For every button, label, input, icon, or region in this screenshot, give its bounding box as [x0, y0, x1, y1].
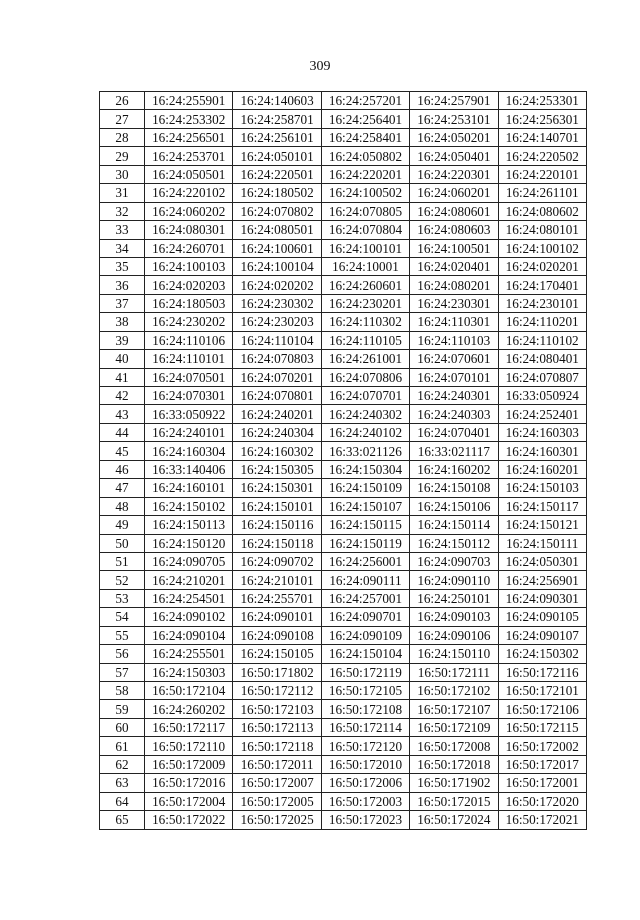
cadastral-number-cell: 16:50:172105 [321, 682, 409, 700]
cadastral-number-cell: 16:24:150105 [233, 645, 321, 663]
cadastral-number-cell: 16:24:090105 [498, 608, 586, 626]
cadastral-number-cell: 16:24:240302 [321, 405, 409, 423]
cadastral-number-cell: 16:24:050201 [410, 128, 498, 146]
cadastral-number-cell: 16:24:150302 [498, 645, 586, 663]
cadastral-number-cell: 16:33:050922 [145, 405, 233, 423]
cadastral-number-cell: 16:24:060201 [410, 184, 498, 202]
cadastral-number-cell: 16:24:240303 [410, 405, 498, 423]
cadastral-number-cell: 16:24:150102 [145, 497, 233, 515]
cadastral-number-cell: 16:50:172116 [498, 663, 586, 681]
row-number-cell: 48 [100, 497, 145, 515]
table-row [100, 811, 587, 829]
cadastral-number-cell: 16:24:080603 [410, 221, 498, 239]
cadastral-number-cell: 16:24:256501 [145, 128, 233, 146]
cadastral-number-cell: 16:24:140701 [498, 128, 586, 146]
cadastral-number-cell: 16:24:160304 [145, 442, 233, 460]
table-row [100, 792, 587, 810]
cadastral-number-cell: 16:50:172004 [145, 792, 233, 810]
row-number-cell: 59 [100, 700, 145, 718]
cadastral-number-cell: 16:24:230302 [233, 294, 321, 312]
cadastral-number-cell: 16:24:150120 [145, 534, 233, 552]
cadastral-number-cell: 16:33:140406 [145, 460, 233, 478]
cadastral-number-cell: 16:24:050802 [321, 147, 409, 165]
cadastral-number-cell: 16:24:110302 [321, 313, 409, 331]
cadastral-number-cell: 16:24:256901 [498, 571, 586, 589]
table-row [100, 331, 587, 349]
cadastral-number-cell: 16:24:070301 [145, 387, 233, 405]
cadastral-number-cell: 16:24:150112 [410, 534, 498, 552]
table-row [100, 350, 587, 368]
cadastral-number-cell: 16:24:180502 [233, 184, 321, 202]
cadastral-number-cell: 16:24:150301 [233, 479, 321, 497]
cadastral-number-cell: 16:50:172010 [321, 755, 409, 773]
cadastral-number-cell: 16:24:050501 [145, 165, 233, 183]
cadastral-number-cell: 16:24:230301 [410, 294, 498, 312]
cadastral-number-cell: 16:24:257001 [321, 589, 409, 607]
row-number-cell: 64 [100, 792, 145, 810]
row-number-cell: 62 [100, 755, 145, 773]
cadastral-number-cell: 16:24:070806 [321, 368, 409, 386]
cadastral-number-cell: 16:24:150304 [321, 460, 409, 478]
cadastral-number-cell: 16:24:257201 [321, 92, 409, 110]
cadastral-number-cell: 16:33:050924 [498, 387, 586, 405]
row-number-cell: 36 [100, 276, 145, 294]
cadastral-number-cell: 16:50:172017 [498, 755, 586, 773]
table-row [100, 165, 587, 183]
table-row [100, 700, 587, 718]
cadastral-number-cell: 16:24:253701 [145, 147, 233, 165]
cadastral-number-cell: 16:24:100601 [233, 239, 321, 257]
cadastral-number-cell: 16:24:070601 [410, 350, 498, 368]
cadastral-number-cell: 16:24:080501 [233, 221, 321, 239]
cadastral-number-cell: 16:24:220102 [145, 184, 233, 202]
cadastral-number-cell: 16:50:172008 [410, 737, 498, 755]
cadastral-number-cell: 16:24:253301 [498, 92, 586, 110]
table-row [100, 387, 587, 405]
table-row [100, 239, 587, 257]
cadastral-number-cell: 16:50:172104 [145, 682, 233, 700]
cadastral-number-cell: 16:50:172120 [321, 737, 409, 755]
row-number-cell: 45 [100, 442, 145, 460]
cadastral-number-cell: 16:24:150121 [498, 516, 586, 534]
cadastral-number-cell: 16:24:240304 [233, 423, 321, 441]
row-number-cell: 57 [100, 663, 145, 681]
cadastral-number-cell: 16:24:090109 [321, 626, 409, 644]
cadastral-number-cell: 16:24:070807 [498, 368, 586, 386]
cadastral-number-cell: 16:24:100502 [321, 184, 409, 202]
cadastral-number-cell: 16:24:150107 [321, 497, 409, 515]
table-row [100, 534, 587, 552]
cadastral-number-cell: 16:24:255901 [145, 92, 233, 110]
row-number-cell: 34 [100, 239, 145, 257]
table-row [100, 645, 587, 663]
cadastral-number-cell: 16:24:080602 [498, 202, 586, 220]
table-row [100, 608, 587, 626]
row-number-cell: 33 [100, 221, 145, 239]
cadastral-number-cell: 16:24:258701 [233, 110, 321, 128]
cadastral-number-cell: 16:24:254501 [145, 589, 233, 607]
cadastral-number-cell: 16:50:172112 [233, 682, 321, 700]
cadastral-number-cell: 16:24:160201 [498, 460, 586, 478]
table-row [100, 313, 587, 331]
cadastral-number-cell: 16:24:240201 [233, 405, 321, 423]
cadastral-number-cell: 16:24:230101 [498, 294, 586, 312]
cadastral-number-cell: 16:24:257901 [410, 92, 498, 110]
cadastral-number-cell: 16:50:172015 [410, 792, 498, 810]
cadastral-number-cell: 16:24:150115 [321, 516, 409, 534]
table-row [100, 460, 587, 478]
table-row [100, 682, 587, 700]
cadastral-number-cell: 16:24:070804 [321, 221, 409, 239]
cadastral-number-cell: 16:50:172009 [145, 755, 233, 773]
cadastral-number-cell: 16:24:256001 [321, 552, 409, 570]
table-row [100, 626, 587, 644]
cadastral-number-cell: 16:50:172108 [321, 700, 409, 718]
row-number-cell: 41 [100, 368, 145, 386]
cadastral-number-cell: 16:50:171902 [410, 774, 498, 792]
cadastral-number-cell: 16:24:090107 [498, 626, 586, 644]
cadastral-number-cell: 16:33:021126 [321, 442, 409, 460]
cadastral-number-cell: 16:24:150116 [233, 516, 321, 534]
table-row [100, 497, 587, 515]
cadastral-number-cell: 16:24:255701 [233, 589, 321, 607]
cadastral-number-cell: 16:50:172022 [145, 811, 233, 829]
table-row [100, 221, 587, 239]
cadastral-number-cell: 16:24:255501 [145, 645, 233, 663]
table-row [100, 737, 587, 755]
cadastral-number-cell: 16:24:150303 [145, 663, 233, 681]
cadastral-number-cell: 16:24:256401 [321, 110, 409, 128]
cadastral-number-cell: 16:50:172025 [233, 811, 321, 829]
cadastral-number-cell: 16:24:250101 [410, 589, 498, 607]
row-number-cell: 28 [100, 128, 145, 146]
cadastral-number-cell: 16:24:080201 [410, 276, 498, 294]
row-number-cell: 43 [100, 405, 145, 423]
cadastral-number-cell: 16:50:172119 [321, 663, 409, 681]
cadastral-number-cell: 16:24:253101 [410, 110, 498, 128]
cadastral-number-cell: 16:50:172109 [410, 718, 498, 736]
table-row [100, 110, 587, 128]
cadastral-number-cell: 16:24:150104 [321, 645, 409, 663]
table-row [100, 202, 587, 220]
cadastral-number-cell: 16:24:150103 [498, 479, 586, 497]
cadastral-number-cell: 16:24:100103 [145, 257, 233, 275]
row-number-cell: 35 [100, 257, 145, 275]
table-row [100, 405, 587, 423]
cadastral-number-cell: 16:50:172107 [410, 700, 498, 718]
row-number-cell: 46 [100, 460, 145, 478]
cadastral-number-cell: 16:24:090108 [233, 626, 321, 644]
cadastral-number-cell: 16:24:110102 [498, 331, 586, 349]
cadastral-number-cell: 16:24:110101 [145, 350, 233, 368]
cadastral-number-cell: 16:24:150113 [145, 516, 233, 534]
row-number-cell: 50 [100, 534, 145, 552]
row-number-cell: 63 [100, 774, 145, 792]
cadastral-number-cell: 16:24:170401 [498, 276, 586, 294]
table-row [100, 589, 587, 607]
table-row [100, 294, 587, 312]
row-number-cell: 58 [100, 682, 145, 700]
row-number-cell: 44 [100, 423, 145, 441]
cadastral-number-cell: 16:24:060202 [145, 202, 233, 220]
cadastral-number-cell: 16:24:110201 [498, 313, 586, 331]
row-number-cell: 53 [100, 589, 145, 607]
cadastral-number-cell: 16:24:252401 [498, 405, 586, 423]
cadastral-number-cell: 16:24:210201 [145, 571, 233, 589]
cadastral-number-cell: 16:24:220201 [321, 165, 409, 183]
cadastral-number-cell: 16:24:080401 [498, 350, 586, 368]
table-row [100, 516, 587, 534]
table-row [100, 184, 587, 202]
cadastral-number-cell: 16:50:172102 [410, 682, 498, 700]
cadastral-number-cell: 16:24:10001 [321, 257, 409, 275]
cadastral-number-cell: 16:50:172020 [498, 792, 586, 810]
table-row [100, 755, 587, 773]
cadastral-number-cell: 16:24:220101 [498, 165, 586, 183]
cadastral-number-cell: 16:24:160202 [410, 460, 498, 478]
row-number-cell: 51 [100, 552, 145, 570]
cadastral-number-cell: 16:24:080101 [498, 221, 586, 239]
cadastral-number-cell: 16:24:261101 [498, 184, 586, 202]
cadastral-number-cell: 16:24:090705 [145, 552, 233, 570]
row-number-cell: 38 [100, 313, 145, 331]
cadastral-number-cell: 16:24:110105 [321, 331, 409, 349]
row-number-cell: 31 [100, 184, 145, 202]
cadastral-number-cell: 16:24:110301 [410, 313, 498, 331]
cadastral-number-cell: 16:24:100102 [498, 239, 586, 257]
cadastral-number-cell: 16:24:150118 [233, 534, 321, 552]
cadastral-number-cell: 16:24:070801 [233, 387, 321, 405]
cadastral-number-cell: 16:50:172115 [498, 718, 586, 736]
cadastral-number-cell: 16:24:150110 [410, 645, 498, 663]
cadastral-number-cell: 16:24:150106 [410, 497, 498, 515]
cadastral-number-cell: 16:24:080301 [145, 221, 233, 239]
cadastral-number-cell: 16:24:070805 [321, 202, 409, 220]
cadastral-number-cell: 16:50:172101 [498, 682, 586, 700]
cadastral-number-cell: 16:24:110104 [233, 331, 321, 349]
row-number-cell: 39 [100, 331, 145, 349]
cadastral-number-cell: 16:24:220301 [410, 165, 498, 183]
cadastral-number-cell: 16:50:172002 [498, 737, 586, 755]
cadastral-number-cell: 16:24:256301 [498, 110, 586, 128]
cadastral-number-cell: 16:24:150114 [410, 516, 498, 534]
cadastral-number-cell: 16:24:090104 [145, 626, 233, 644]
cadastral-number-cell: 16:50:172110 [145, 737, 233, 755]
cadastral-number-cell: 16:24:070701 [321, 387, 409, 405]
cadastral-number-cell: 16:50:172007 [233, 774, 321, 792]
cadastral-number-cell: 16:24:090103 [410, 608, 498, 626]
row-number-cell: 55 [100, 626, 145, 644]
cadastral-number-cell: 16:24:220502 [498, 147, 586, 165]
cadastral-number-cell: 16:24:090111 [321, 571, 409, 589]
row-number-cell: 56 [100, 645, 145, 663]
row-number-cell: 27 [100, 110, 145, 128]
cadastral-number-cell: 16:24:240101 [145, 423, 233, 441]
cadastral-number-cell: 16:24:230203 [233, 313, 321, 331]
table-row [100, 368, 587, 386]
row-number-cell: 40 [100, 350, 145, 368]
cadastral-number-cell: 16:50:172113 [233, 718, 321, 736]
cadastral-number-cell: 16:24:230202 [145, 313, 233, 331]
row-number-cell: 32 [100, 202, 145, 220]
cadastral-number-cell: 16:24:100101 [321, 239, 409, 257]
cadastral-number-cell: 16:24:050301 [498, 552, 586, 570]
table-row [100, 128, 587, 146]
table-row [100, 718, 587, 736]
row-number-cell: 52 [100, 571, 145, 589]
cadastral-number-cell: 16:24:261001 [321, 350, 409, 368]
row-number-cell: 26 [100, 92, 145, 110]
table-row [100, 92, 587, 110]
cadastral-number-cell: 16:24:220501 [233, 165, 321, 183]
cadastral-number-cell: 16:24:150117 [498, 497, 586, 515]
cadastral-number-cell: 16:24:150305 [233, 460, 321, 478]
cadastral-number-cell: 16:50:172003 [321, 792, 409, 810]
cadastral-number-cell: 16:50:172005 [233, 792, 321, 810]
row-number-cell: 30 [100, 165, 145, 183]
cadastral-number-cell: 16:24:240301 [410, 387, 498, 405]
cadastral-number-cell: 16:24:070101 [410, 368, 498, 386]
cadastral-number-cell: 16:50:172103 [233, 700, 321, 718]
table-row [100, 276, 587, 294]
cadastral-number-cell: 16:24:210101 [233, 571, 321, 589]
cadastral-number-cell: 16:24:260202 [145, 700, 233, 718]
cadastral-number-cell: 16:24:070803 [233, 350, 321, 368]
cadastral-number-cell: 16:24:090703 [410, 552, 498, 570]
cadastral-number-cell: 16:24:150108 [410, 479, 498, 497]
cadastral-number-cell: 16:50:172023 [321, 811, 409, 829]
cadastral-number-cell: 16:24:090101 [233, 608, 321, 626]
table-row [100, 663, 587, 681]
cadastral-number-cell: 16:24:100104 [233, 257, 321, 275]
cadastral-number-cell: 16:24:230201 [321, 294, 409, 312]
cadastral-number-cell: 16:24:070401 [410, 423, 498, 441]
cadastral-number-cell: 16:24:260701 [145, 239, 233, 257]
cadastral-number-cell: 16:24:090110 [410, 571, 498, 589]
cadastral-number-cell: 16:50:172114 [321, 718, 409, 736]
cadastral-number-cell: 16:33:021117 [410, 442, 498, 460]
cadastral-number-cell: 16:24:020201 [498, 257, 586, 275]
cadastral-number-cell: 16:24:070201 [233, 368, 321, 386]
table-row [100, 571, 587, 589]
cadastral-number-cell: 16:24:256101 [233, 128, 321, 146]
cadastral-number-cell: 16:24:140603 [233, 92, 321, 110]
cadastral-number-cell: 16:24:150101 [233, 497, 321, 515]
cadastral-number-cell: 16:24:110106 [145, 331, 233, 349]
table-row [100, 774, 587, 792]
cadastral-number-cell: 16:24:180503 [145, 294, 233, 312]
cadastral-number-cell: 16:24:020203 [145, 276, 233, 294]
cadastral-number-cell: 16:50:172001 [498, 774, 586, 792]
row-number-cell: 47 [100, 479, 145, 497]
cadastral-number-cell: 16:50:172018 [410, 755, 498, 773]
cadastral-number-cell: 16:24:080601 [410, 202, 498, 220]
cadastral-number-cell: 16:24:160301 [498, 442, 586, 460]
cadastral-number-cell: 16:50:171802 [233, 663, 321, 681]
cadastral-number-cell: 16:24:090301 [498, 589, 586, 607]
cadastral-number-cell: 16:50:172021 [498, 811, 586, 829]
cadastral-number-cell: 16:24:150111 [498, 534, 586, 552]
cadastral-number-cell: 16:24:253302 [145, 110, 233, 128]
row-number-cell: 54 [100, 608, 145, 626]
table-row [100, 423, 587, 441]
table-body [100, 92, 587, 830]
cadastral-numbers-table [99, 91, 587, 830]
cadastral-number-cell: 16:50:172111 [410, 663, 498, 681]
cadastral-number-cell: 16:50:172011 [233, 755, 321, 773]
cadastral-number-cell: 16:24:110103 [410, 331, 498, 349]
cadastral-number-cell: 16:24:260601 [321, 276, 409, 294]
cadastral-number-cell: 16:24:070802 [233, 202, 321, 220]
cadastral-number-cell: 16:24:020401 [410, 257, 498, 275]
cadastral-number-cell: 16:24:150119 [321, 534, 409, 552]
row-number-cell: 37 [100, 294, 145, 312]
table-row [100, 442, 587, 460]
row-number-cell: 65 [100, 811, 145, 829]
row-number-cell: 49 [100, 516, 145, 534]
table-row [100, 147, 587, 165]
cadastral-number-cell: 16:24:090702 [233, 552, 321, 570]
cadastral-number-cell: 16:24:020202 [233, 276, 321, 294]
table-row [100, 552, 587, 570]
cadastral-number-cell: 16:24:090102 [145, 608, 233, 626]
cadastral-number-cell: 16:24:050401 [410, 147, 498, 165]
page-number: 309 [309, 59, 331, 74]
cadastral-number-cell: 16:24:050101 [233, 147, 321, 165]
cadastral-number-cell: 16:24:150109 [321, 479, 409, 497]
row-number-cell: 29 [100, 147, 145, 165]
table-row [100, 479, 587, 497]
cadastral-number-cell: 16:50:172024 [410, 811, 498, 829]
cadastral-number-cell: 16:24:258401 [321, 128, 409, 146]
row-number-cell: 42 [100, 387, 145, 405]
cadastral-number-cell: 16:24:240102 [321, 423, 409, 441]
cadastral-number-cell: 16:24:090106 [410, 626, 498, 644]
cadastral-number-cell: 16:24:070501 [145, 368, 233, 386]
cadastral-number-cell: 16:24:160302 [233, 442, 321, 460]
cadastral-number-cell: 16:24:090701 [321, 608, 409, 626]
cadastral-number-cell: 16:24:160101 [145, 479, 233, 497]
cadastral-number-cell: 16:24:100501 [410, 239, 498, 257]
cadastral-number-cell: 16:50:172117 [145, 718, 233, 736]
cadastral-number-cell: 16:50:172118 [233, 737, 321, 755]
cadastral-number-cell: 16:50:172106 [498, 700, 586, 718]
cadastral-number-cell: 16:24:160303 [498, 423, 586, 441]
row-number-cell: 61 [100, 737, 145, 755]
row-number-cell: 60 [100, 718, 145, 736]
cadastral-number-cell: 16:50:172016 [145, 774, 233, 792]
cadastral-number-cell: 16:50:172006 [321, 774, 409, 792]
table-row [100, 257, 587, 275]
